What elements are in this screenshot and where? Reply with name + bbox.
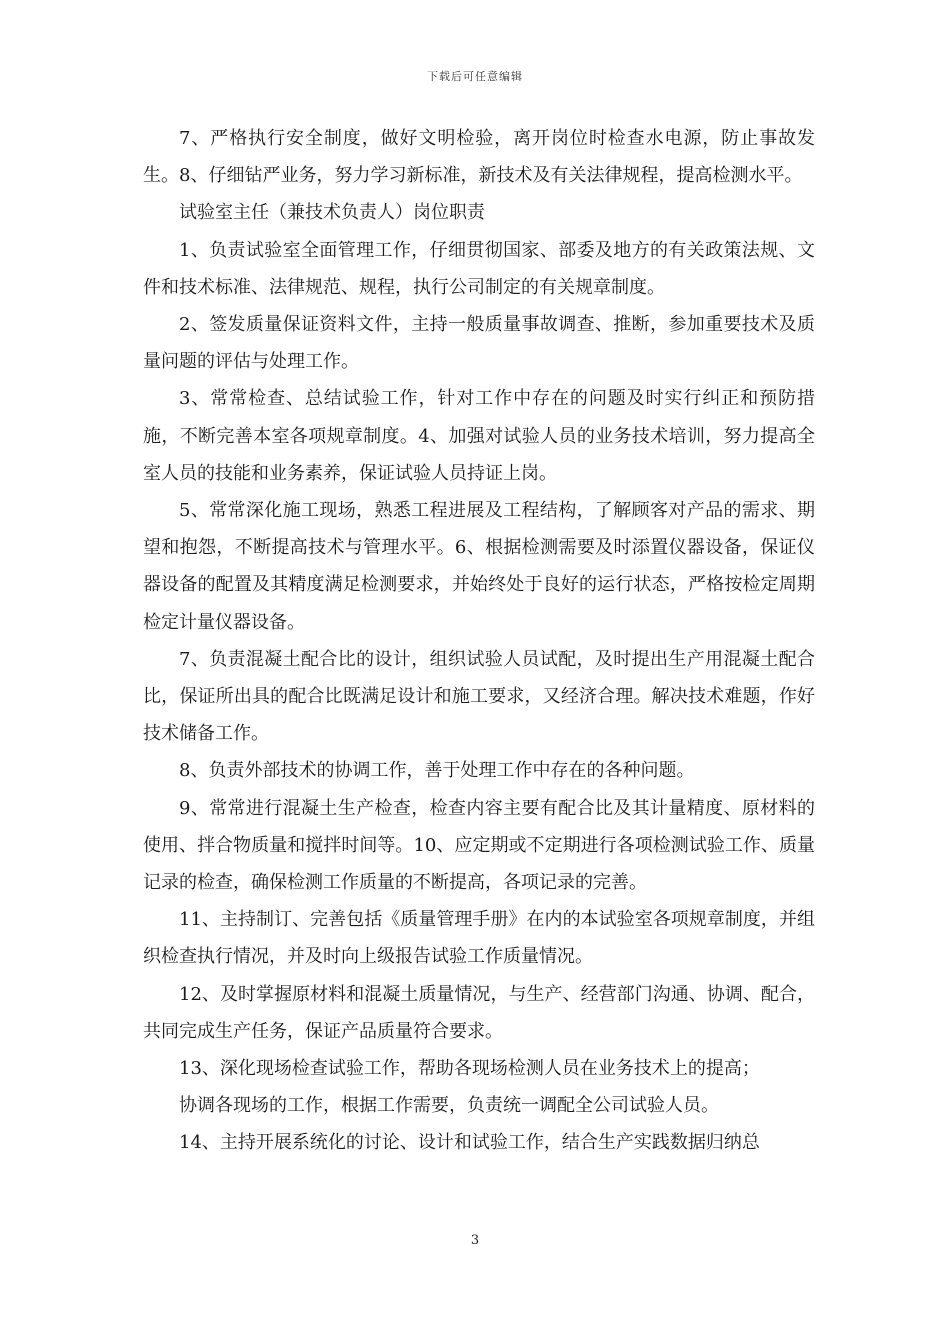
section-heading: 试验室主任（兼技术负责人）岗位职责 xyxy=(179,202,485,224)
duty-item-2: 2、签发质量保证资料文件，主持一般质量事故调查、推断，参加重要技术及质量问题的评估与处理工作。 xyxy=(143,314,815,373)
paragraph-item-7-8: 7、严格执行安全制度，做好文明检验，离开岗位时检查水电源，防止事故发生。8、仔细钻严业务，努力学习新标准，新技术及有关法律规程，提高检测水平。 xyxy=(143,128,815,187)
duty-item-3-4: 3、常常检查、总结试验工作，针对工作中存在的问题及时实行纠正和预防措施，不断完善本室各项规章制度。4、加强对试验人员的业务技术培训，努力提高全室人员的技能和业务素养，保证试验人员持证上岗。 xyxy=(143,388,815,484)
page-header: 下载后可任意编辑 xyxy=(427,70,523,83)
duty-item-9-10: 9、常常进行混凝土生产检查，检查内容主要有配合比及其计量精度、原材料的使用、拌合物质量和搅拌时间等。10、应定期或不定期进行各项检测试验工作、质量记录的检查，确保检测工作质量的不断提高，各项记录的完善。 xyxy=(143,797,815,894)
duty-item-1: 1、负责试验室全面管理工作，仔细贯彻国家、部委及地方的有关政策法规、文件和技术标准、法律规范、规程，执行公司制定的有关规章制度。 xyxy=(143,239,815,298)
duty-item-7: 7、负责混凝土配合比的设计，组织试验人员试配，及时提出生产用混凝土配合比，保证所出具的配合比既满足设计和施工要求，又经济合理。解决技术难题，作好技术储备工作。 xyxy=(143,648,815,745)
duty-item-5-6: 5、常常深化施工现场，熟悉工程进展及工程结构，了解顾客对产品的需求、期望和抱怨，不断提高技术与管理水平。6、根据检测需要及时添置仪器设备，保证仪器设备的配置及其精度满足检测要求，并始终处于良好的运行状态，严格按检定周期检定计量仪器设备。 xyxy=(143,500,815,633)
duty-item-13-continued: 协调各现场的工作，根据工作需要，负责统一调配全公司试验人员。 xyxy=(179,1095,719,1117)
duty-item-11: 11、主持制订、完善包括《质量管理手册》在内的本试验室各项规章制度，并组织检查执行情况，并及时向上级报告试验工作质量情况。 xyxy=(143,909,815,968)
document-body xyxy=(143,120,815,1162)
duty-item-13: 13、深化现场检查试验工作，帮助各现场检测人员在业务技术上的提高； xyxy=(179,1058,760,1080)
duty-item-12: 12、及时掌握原材料和混凝土质量情况，与生产、经营部门沟通、协调、配合，共同完成生产任务，保证产品质量符合要求。 xyxy=(143,983,815,1042)
page-number: 3 xyxy=(470,1233,480,1248)
duty-item-8: 8、负责外部技术的协调工作，善于处理工作中存在的各种问题。 xyxy=(179,760,695,782)
duty-item-14: 14、主持开展系统化的讨论、设计和试验工作，结合生产实践数据归纳总 xyxy=(179,1132,760,1154)
